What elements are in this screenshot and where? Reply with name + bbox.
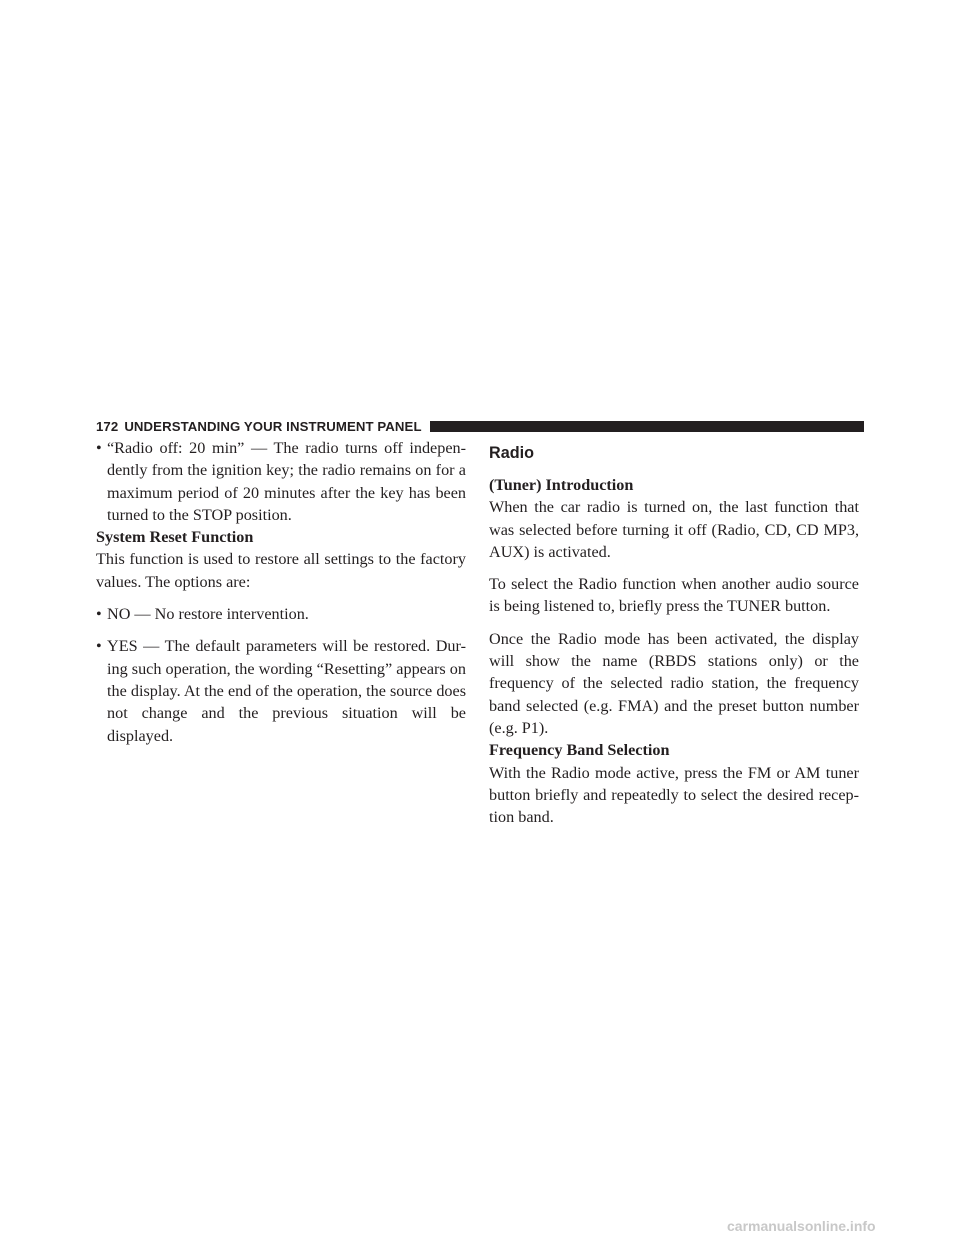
- bullet-text: “Radio off: 20 min” — The radio turns off indepen-dently from the ignition key; the radio remains on for a maximum period of 20 minutes after the key has been turned to the STOP position.: [107, 439, 466, 524]
- list-item-no: [96, 603, 466, 625]
- left-column: [96, 437, 466, 747]
- watermark: carmanualsonline.info: [727, 1218, 876, 1234]
- header-rule: [430, 421, 864, 432]
- page-header: [96, 416, 864, 436]
- bullet-dot: •: [96, 605, 102, 624]
- list-item-radio-off: [96, 437, 466, 526]
- section-title: UNDERSTANDING YOUR INSTRUMENT PANEL: [124, 418, 422, 434]
- paragraph-band: With the Radio mode active, press the FM or AM tuner button briefly and repeatedly to select the desired recep-tion band.: [489, 763, 859, 827]
- right-column: [489, 437, 859, 828]
- bullet-dot: •: [96, 637, 102, 656]
- heading-tuner-introduction: (Tuner) Introduction: [489, 476, 634, 494]
- section-heading-radio: Radio: [489, 444, 534, 462]
- bullet-text: YES — The default parameters will be restored. Dur-ing such operation, the wording “Resetting” appears on the display. At the end of the operation, the source does not change and the previous situation will be displayed.: [107, 637, 466, 745]
- heading-frequency-band: Frequency Band Selection: [489, 741, 670, 760]
- paragraph-intro: When the car radio is turned on, the last function that was selected before turning it off (Radio, CD, CD MP3, AUX) is activated.: [489, 498, 859, 561]
- list-item-yes: [96, 635, 466, 746]
- heading-system-reset: System Reset Function: [96, 528, 254, 547]
- paragraph-system-reset: This function is used to restore all settings to the factory values. The options are:: [96, 550, 466, 591]
- bullet-text: NO — No restore intervention.: [107, 605, 309, 624]
- page-number: 172: [96, 418, 119, 434]
- paragraph-select: To select the Radio function when another audio source is being listened to, briefly press the TUNER button.: [489, 575, 859, 616]
- bullet-dot: •: [96, 439, 102, 457]
- paragraph-display: Once the Radio mode has been activated, the display will show the name (RBDS stations only) or the frequency of the selected radio station, the frequency band selected (e.g. FMA) and the preset button number (e.g. P1).: [489, 629, 859, 737]
